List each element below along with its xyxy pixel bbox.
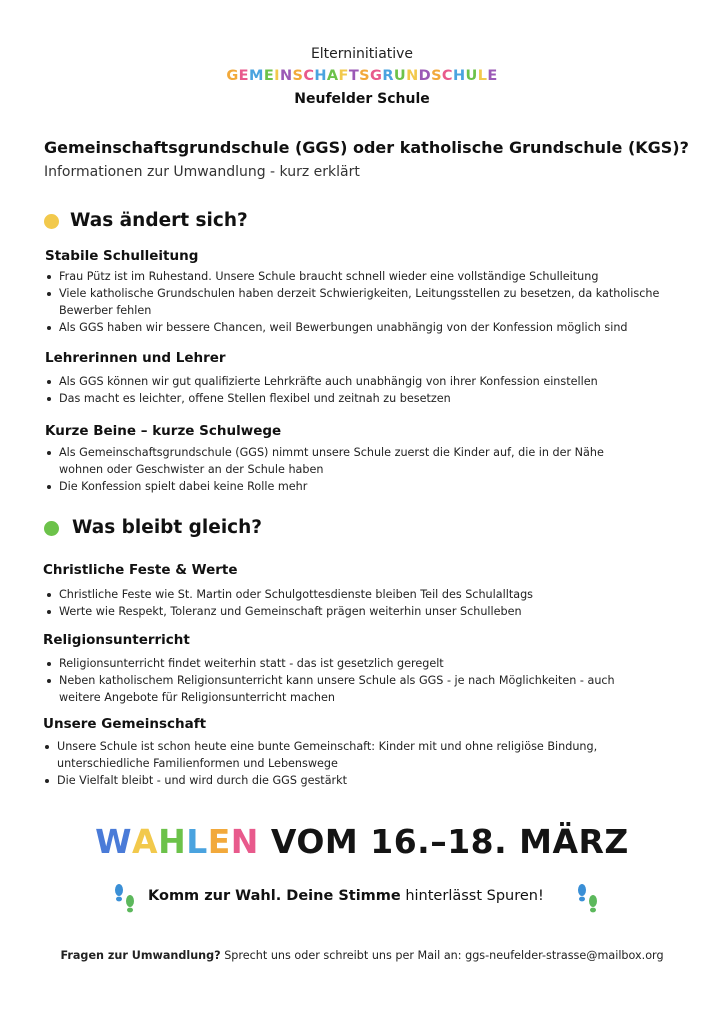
list-item: Als GGS haben wir bessere Chancen, weil Bewerbungen unabhängig von der Konfession möglich sind	[45, 319, 685, 336]
wordmark-letter: S	[359, 68, 370, 84]
wordmark-letter: A	[326, 68, 339, 84]
wordmark-letter: D	[418, 68, 432, 84]
yellow-dot-icon	[44, 214, 59, 229]
group-title: Christliche Feste & Werte	[43, 562, 238, 578]
footer-contact: Sprecht uns oder schreibt uns per Mail an: ggs-neufelder-strasse@mailbox.org	[220, 949, 664, 962]
wordmark-letter: S	[292, 68, 304, 84]
school-name: Neufelder Schule	[294, 91, 430, 107]
wordmark-letter: U	[465, 68, 478, 84]
election-word-letter: L	[186, 822, 208, 861]
wordmark-letter: M	[248, 68, 264, 84]
list-item: Frau Pütz ist im Ruhestand. Unsere Schule braucht schnell wieder eine vollständige Schulleitung	[45, 268, 685, 285]
green-dot-icon	[44, 521, 59, 536]
footprints-icon	[574, 882, 600, 918]
wordmark-letter: E	[487, 68, 498, 84]
slogan-normal: hinterlässt Spuren!	[400, 888, 544, 904]
section-heading-unchanged: Was bleibt gleich?	[72, 517, 263, 538]
bullet-list	[45, 268, 685, 336]
list-item: Als GGS können wir gut qualifizierte Lehrkräfte auch unabhängig von ihrer Konfession einstellen	[45, 373, 685, 390]
wordmark-letter: G	[226, 68, 239, 84]
election-date: VOM 16.–18. MÄRZ	[258, 822, 629, 861]
list-item: Viele katholische Grundschulen haben derzeit Schwierigkeiten, Leitungsstellen zu besetzen, da katholische Bewerber fehlen	[45, 285, 685, 319]
contact-footer	[0, 949, 724, 962]
list-item: Als Gemeinschaftsgrundschule (GGS) nimmt unsere Schule zuerst die Kinder auf, die in der Nähe wohnen oder Geschwister an der Schule haben	[45, 444, 625, 478]
wordmark-letter: I	[274, 68, 280, 84]
list-item: Werte wie Respekt, Toleranz und Gemeinschaft prägen weiterhin unser Schulleben	[45, 603, 685, 620]
wordmark-letter: S	[431, 68, 442, 84]
list-item: Die Konfession spielt dabei keine Rolle mehr	[45, 478, 625, 495]
list-item: Christliche Feste wie St. Martin oder Schulgottesdienste bleiben Teil des Schulalltags	[45, 586, 685, 603]
slogan	[148, 888, 544, 904]
initiative-label: Elterninitiative	[310, 46, 414, 62]
slogan-bold: Komm zur Wahl. Deine Stimme	[148, 888, 401, 904]
group-title: Stabile Schulleitung	[45, 248, 199, 264]
wordmark-letter: H	[314, 68, 327, 84]
list-item: Unsere Schule ist schon heute eine bunte Gemeinschaft: Kinder mit und ohne religiöse Bindung, unterschiedliche Familienformen und Lebenswege	[43, 738, 623, 772]
document-subtitle: Informationen zur Umwandlung - kurz erklärt	[44, 164, 360, 180]
election-word-letter: H	[158, 822, 187, 861]
bullet-list	[45, 586, 685, 620]
wordmark-letter: T	[348, 68, 360, 84]
list-item: Die Vielfalt bleibt - und wird durch die GGS gestärkt	[43, 772, 623, 789]
wordmark-letter: L	[477, 68, 488, 84]
group-title: Unsere Gemeinschaft	[43, 716, 207, 732]
group-title: Religionsunterricht	[43, 632, 190, 648]
bullet-list	[45, 373, 685, 407]
wordmark-letter: E	[263, 68, 275, 84]
election-word-letter: E	[207, 822, 231, 861]
list-item: Religionsunterricht findet weiterhin statt - das ist gesetzlich geregelt	[45, 655, 645, 672]
wordmark-letter: F	[338, 68, 349, 84]
footer-question: Fragen zur Umwandlung?	[60, 949, 221, 962]
group-title: Lehrerinnen und Lehrer	[45, 350, 226, 366]
election-word-letter: A	[132, 822, 159, 861]
wordmark-letter: R	[382, 68, 394, 84]
footprints-icon	[112, 882, 138, 918]
list-item: Neben katholischem Religionsunterricht kann unsere Schule als GGS - je nach Möglichkeiten - auch weitere Angebote für Religionsunterricht machen	[45, 672, 645, 706]
wordmark-letter: C	[441, 68, 453, 84]
group-title: Kurze Beine – kurze Schulwege	[45, 423, 282, 439]
election-word-letter: W	[95, 822, 133, 861]
election-word-letter: N	[230, 822, 259, 861]
document-title: Gemeinschaftsgrundschule (GGS) oder katholische Grundschule (KGS)?	[44, 138, 689, 157]
wordmark-letter: C	[303, 68, 315, 84]
bullet-list	[43, 738, 623, 789]
wordmark-letter: U	[393, 68, 407, 84]
wordmark-letter: E	[238, 68, 249, 84]
election-date-banner	[0, 822, 724, 861]
bullet-list	[45, 655, 645, 706]
wordmark-letter: G	[370, 68, 383, 84]
list-item: Das macht es leichter, offene Stellen flexibel und zeitnah zu besetzen	[45, 390, 685, 407]
wordmark-letter: N	[406, 68, 419, 84]
wordmark-letter: N	[279, 68, 293, 84]
bullet-list	[45, 444, 625, 495]
school-type-wordmark	[0, 68, 724, 84]
election-word	[95, 822, 259, 861]
wordmark-letter: H	[452, 68, 466, 84]
section-heading-changes: Was ändert sich?	[70, 210, 248, 231]
